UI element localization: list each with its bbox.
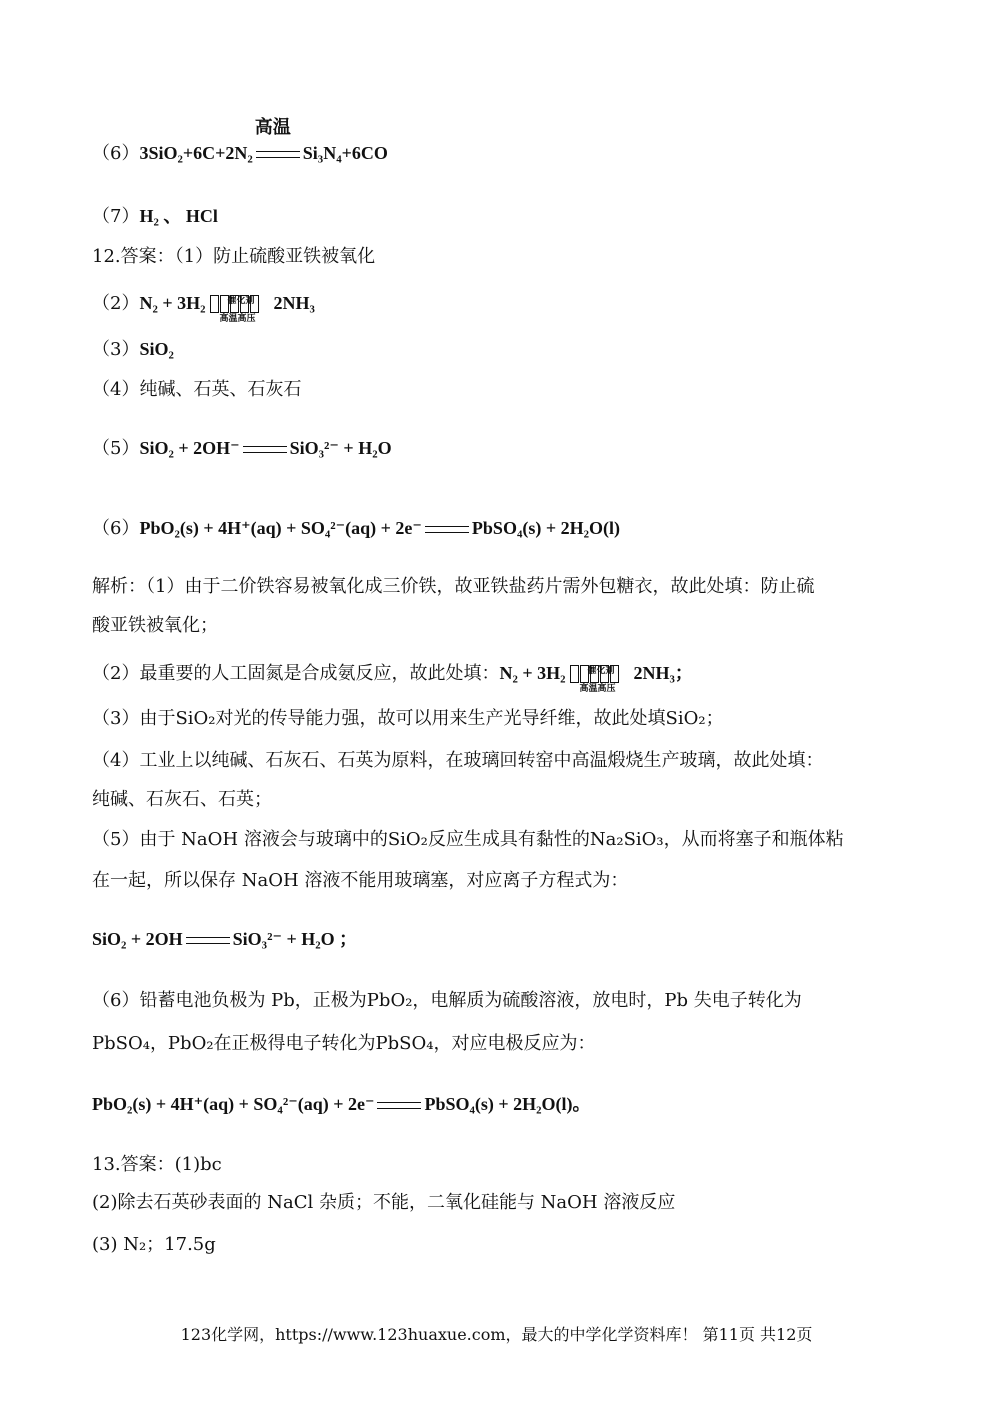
item-number: （5） — [92, 438, 140, 459]
equals-sign — [243, 446, 287, 453]
equals-sign — [425, 526, 469, 533]
condition-bottom: 高温高压 — [219, 314, 256, 324]
equation-rhs: PbSO₄(s) + 2H₂O(l)。 — [424, 1094, 591, 1114]
q13-answer-2: (2)除去石英砂表面的 NaCl 杂质；不能，二氧化硅能与 NaOH 溶液反应 — [92, 1192, 676, 1213]
analysis-p3: （3）由于SiO₂对光的传导能力强，故可以用来生产光导纤维，故此处填SiO₂； — [92, 708, 724, 729]
analysis-p6b: PbSO₄，PbO₂在正极得电子转化为PbSO₄，对应电极反应为： — [92, 1033, 596, 1054]
q11-answer-7 — [92, 204, 218, 229]
reversible-arrow-placeholder — [570, 665, 630, 694]
condition-bottom: 高温高压 — [579, 684, 616, 694]
equation-lhs: N₂ + 3H₂ — [139, 293, 206, 313]
equation-lhs: N₂ + 3H₂ — [499, 663, 566, 683]
equation-lhs: 3SiO₂+6C+2N₂ — [139, 143, 253, 163]
q13-answer-3: (3) N₂；17.5g — [92, 1234, 216, 1255]
q12-answer-2 — [92, 291, 315, 324]
reaction-arrow — [253, 117, 303, 166]
answer-text: SiO₂ — [139, 339, 174, 359]
equation-rhs: Si₃N₄+6CO — [302, 143, 388, 163]
item-number: （6） — [92, 143, 140, 164]
equation-lhs: PbO₂(s) + 4H⁺(aq) + SO₄²⁻(aq) + 2e⁻ — [139, 518, 422, 538]
q12-answer-4: （4）纯碱、石英、石灰石 — [92, 379, 302, 400]
analysis-p5-equation — [92, 927, 357, 952]
equation-rhs: SiO₃²⁻ + H₂O ； — [232, 929, 358, 949]
reversible-arrow-placeholder — [210, 295, 270, 324]
equation-rhs: PbSO₄(s) + 2H₂O(l) — [471, 518, 620, 538]
item-number: （3） — [92, 339, 140, 360]
analysis-p2 — [92, 661, 693, 694]
q12-answer-6 — [92, 516, 620, 541]
equation-lhs: SiO₂ + 2OH⁻ — [139, 438, 240, 458]
q12-heading: 12.答案：（1）防止硫酸亚铁被氧化 — [92, 246, 376, 267]
analysis-p6a: （6）铅蓄电池负极为 Pb，正极为PbO₂，电解质为硫酸溶液，放电时，Pb 失电子转化为 — [92, 990, 802, 1011]
analysis-p6-equation — [92, 1092, 591, 1117]
item-number: （7） — [92, 206, 140, 227]
analysis-p4b: 纯碱、石灰石、石英； — [92, 789, 272, 810]
condition-top: 催化剂 — [227, 296, 255, 306]
equation-rhs: SiO₃²⁻ + H₂O — [289, 438, 392, 458]
q11-answer-6 — [92, 117, 388, 166]
page-footer: 123化学网，https://www.123huaxue.com，最大的中学化学资料库！ 第11页 共12页 — [180, 1325, 813, 1344]
equals-sign — [377, 1102, 421, 1109]
q12-answer-3 — [92, 337, 174, 362]
analysis-p1a: 解析：（1）由于二价铁容易被氧化成三价铁，故亚铁盐药片需外包糖衣，故此处填：防止硫 — [92, 576, 815, 597]
analysis-text: （2）最重要的人工固氮是合成氨反应，故此处填： — [92, 663, 500, 684]
equation-rhs: 2NH₃； — [633, 663, 693, 683]
condition-top: 催化剂 — [587, 666, 615, 676]
reaction-condition: 高温 — [254, 117, 291, 138]
equation-lhs: SiO₂ + 2OH — [92, 929, 183, 949]
answer-text: H₂ 、 HCl — [139, 206, 218, 226]
q13-answer-1: 13.答案：(1)bc — [92, 1154, 222, 1175]
analysis-p5a: （5）由于 NaOH 溶液会与玻璃中的SiO₂反应生成具有黏性的Na₂SiO₃，从而将塞子和瓶体粘 — [92, 829, 844, 850]
item-number: （6） — [92, 518, 140, 539]
item-number: （2） — [92, 293, 140, 314]
q12-answer-5 — [92, 436, 392, 461]
analysis-p1b: 酸亚铁被氧化； — [92, 615, 218, 636]
equation-rhs: 2NH₃ — [273, 293, 315, 313]
analysis-p4a: （4）工业上以纯碱、石灰石、石英为原料，在玻璃回转窑中高温煅烧生产玻璃，故此处填： — [92, 750, 824, 771]
equation-lhs: PbO₂(s) + 4H⁺(aq) + SO₄²⁻(aq) + 2e⁻ — [92, 1094, 375, 1114]
equals-sign — [186, 937, 230, 944]
analysis-p5b: 在一起，所以保存 NaOH 溶液不能用玻璃塞，对应离子方程式为： — [92, 870, 629, 891]
